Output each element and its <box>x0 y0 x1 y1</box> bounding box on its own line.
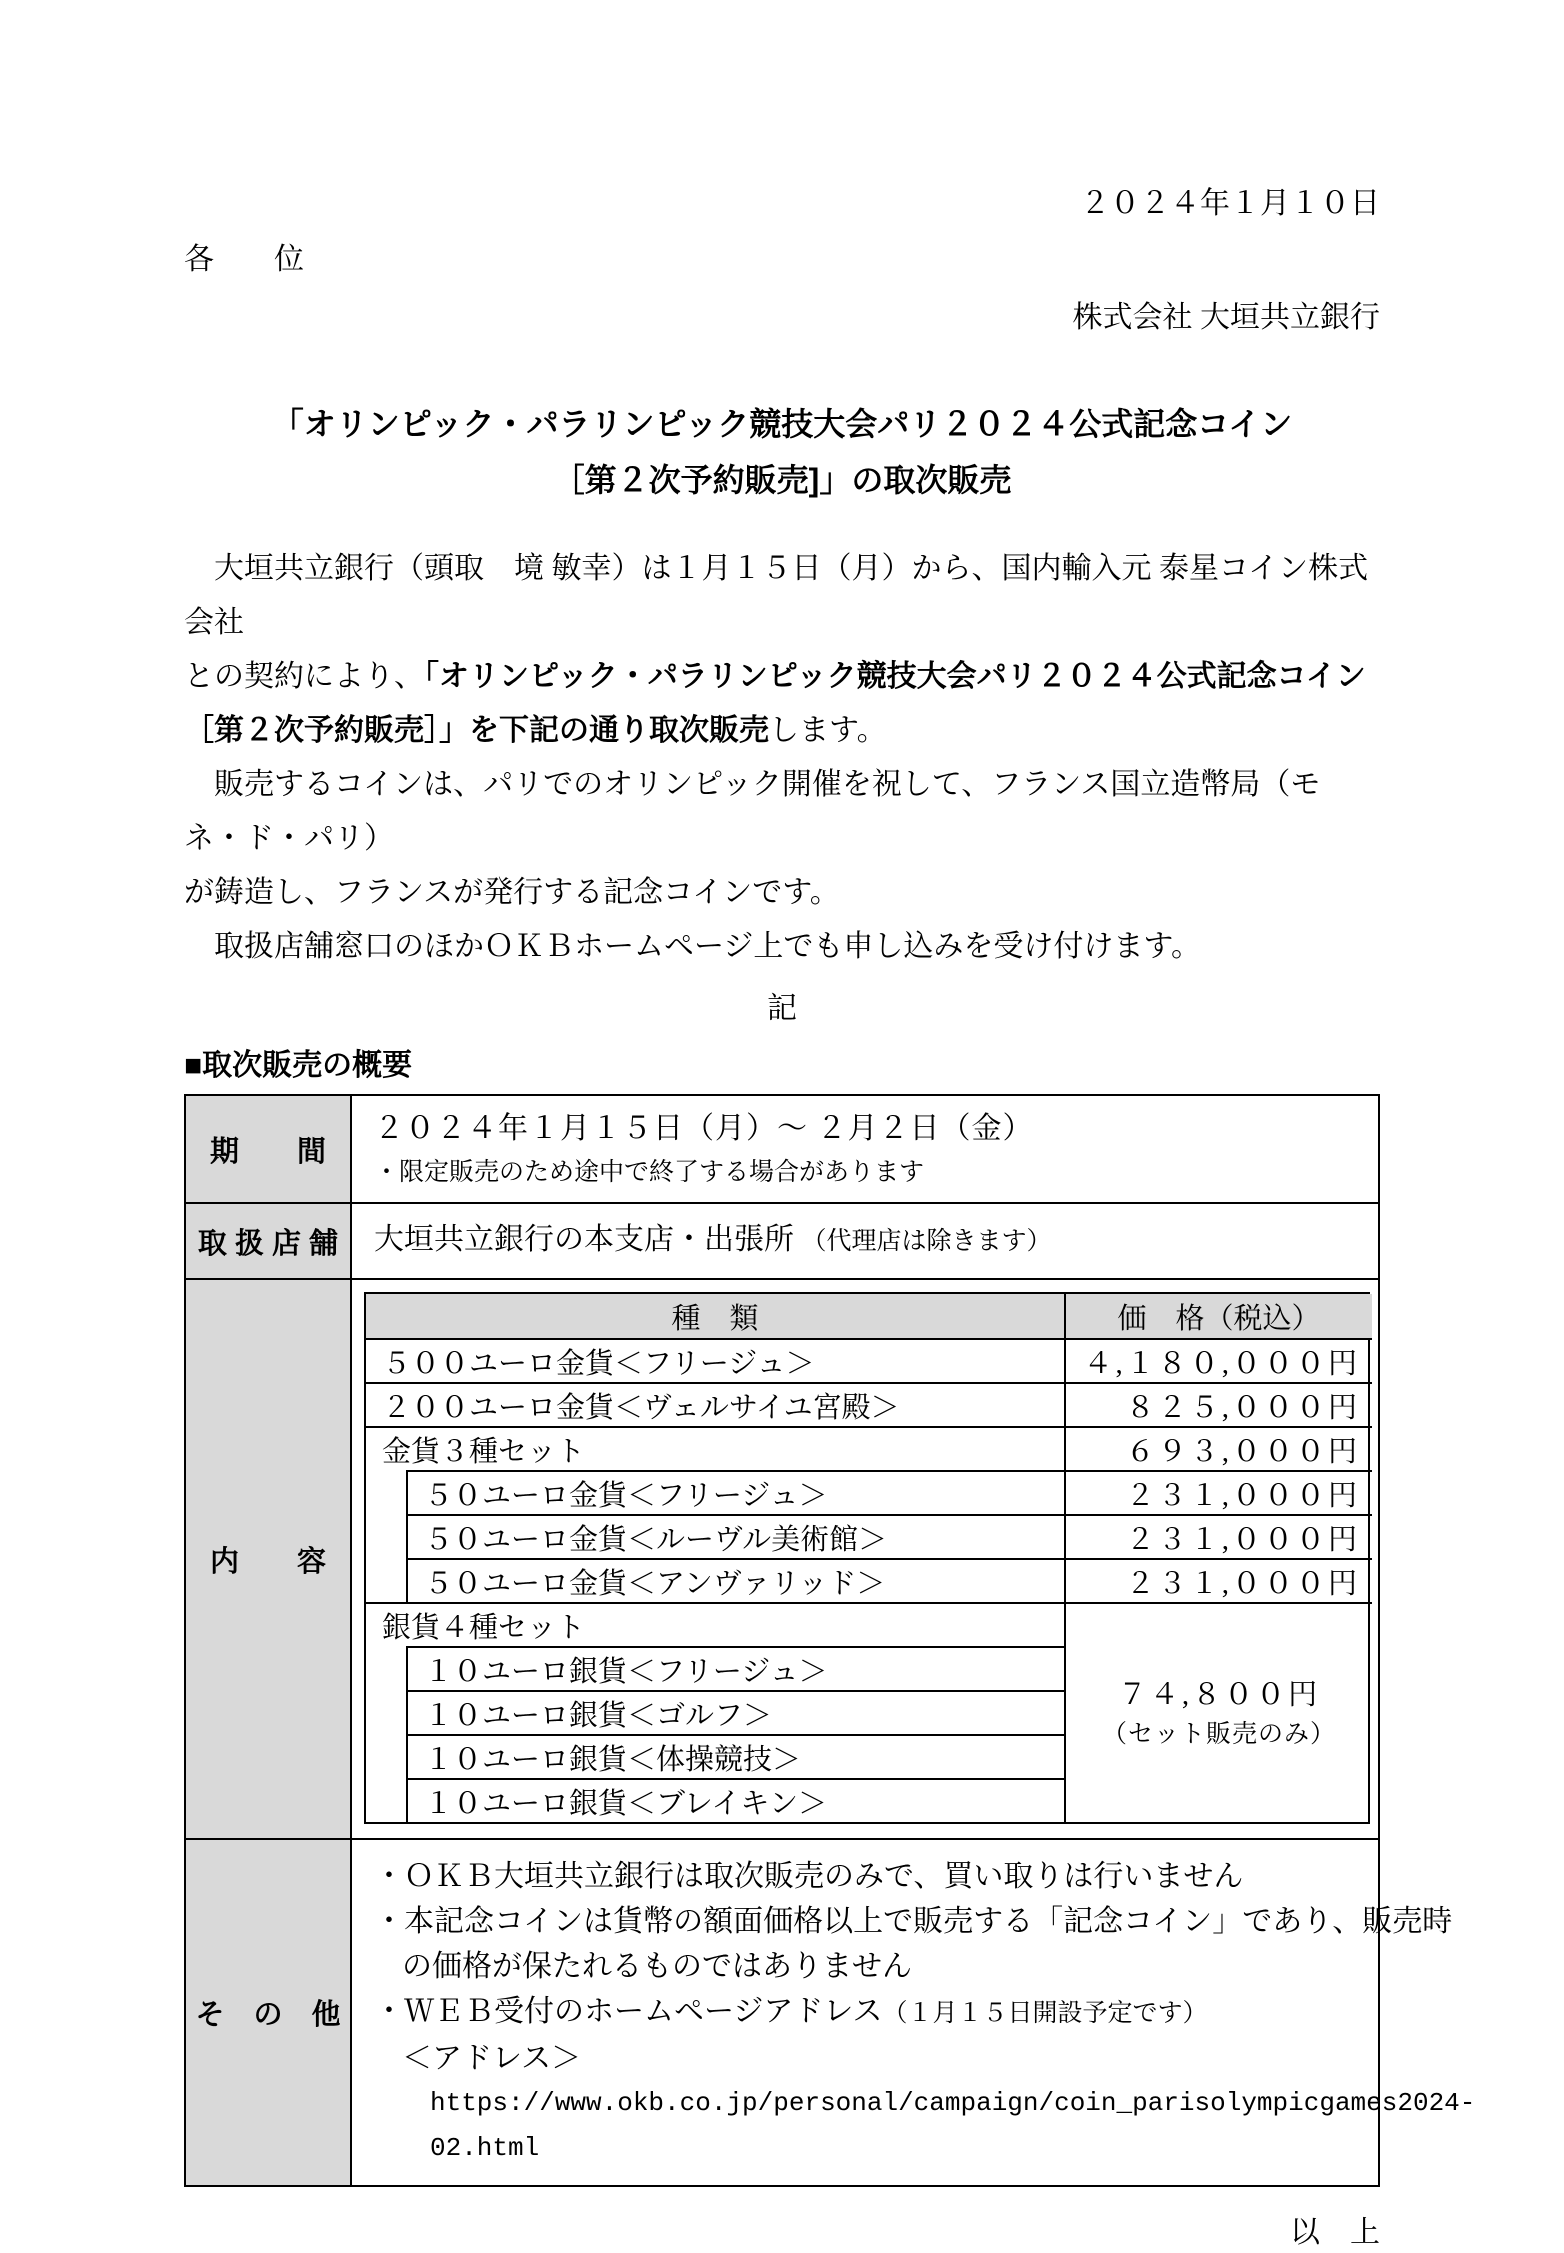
stores-value: 大垣共立銀行の本支店・出張所 <box>374 1223 802 1256</box>
coin-subrow-kind: １０ユーロ銀貨＜体操競技＞ <box>406 1734 1064 1778</box>
paragraph2-line2: が鋳造し、フランスが発行する記念コインです。 <box>184 876 840 909</box>
period-value-cell <box>350 1096 1380 1202</box>
paragraph1-line1: 大垣共立銀行（頭取 境 敏幸）は１月１５日（月）から、国内輸入元 泰星コイン株式会社 <box>184 552 1369 639</box>
overview-table <box>184 1094 1476 2187</box>
indent-strip <box>366 1646 406 1690</box>
campaign-url: https://www.okb.co.jp/personal/campaign/coin_parisolympicgames2024-02.html <box>430 2088 1476 2163</box>
indent-strip <box>366 1778 406 1822</box>
coin-subrow-kind: ５０ユーロ金貨＜アンヴァリッド＞ <box>406 1558 1064 1602</box>
period-note: ・限定販売のため途中で終了する場合があります <box>374 1159 925 1186</box>
period-label-cell: 期 間 <box>186 1096 350 1202</box>
coin-row-price: ６９３,０００円 <box>1064 1426 1372 1470</box>
coin-subrow-price: ２３１,０００円 <box>1064 1558 1372 1602</box>
coin-subrow-kind: １０ユーロ銀貨＜ゴルフ＞ <box>406 1690 1064 1734</box>
coin-subrow-price: ２３１,０００円 <box>1064 1514 1372 1558</box>
paragraph2-line1: 販売するコインは、パリでのオリンピック開催を祝して、フランス国立造幣局（モネ・ド・パリ） <box>184 768 1321 855</box>
paragraph1-line3-bold: ［第２次予約販売］」を下記の通り取次販売 <box>184 714 769 747</box>
coin-subrow-kind: ５０ユーロ金貨＜フリージュ＞ <box>406 1470 1064 1514</box>
coin-row-price: ８２５,０００円 <box>1064 1382 1372 1426</box>
body-paragraphs <box>184 542 1380 974</box>
document-title-line1: 「オリンピック・パラリンピック競技大会パリ２０２４公式記念コイン <box>271 406 1293 442</box>
coin-subrow-price: ２３１,０００円 <box>1064 1470 1372 1514</box>
salutation: 各 位 <box>184 243 304 276</box>
paragraph1-line3-normal: します。 <box>769 714 887 747</box>
coin-subrow-kind: ５０ユーロ金貨＜ルーヴル美術館＞ <box>406 1514 1064 1558</box>
paragraph1-line3 <box>184 704 1380 758</box>
closing-mark: 以 上 <box>1290 2216 1380 2249</box>
indent-strip <box>366 1734 406 1778</box>
coin-row-kind: ５００ユーロ金貨＜フリージュ＞ <box>366 1338 1064 1382</box>
indent-strip <box>366 1558 406 1602</box>
coin-subrow-kind: １０ユーロ銀貨＜フリージュ＞ <box>406 1646 1064 1690</box>
silver-set-note: （セット販売のみ） <box>1101 1721 1336 1748</box>
other-label-cell: そ の 他 <box>186 1838 350 2185</box>
stores-note: （代理店は除きます） <box>801 1228 1052 1255</box>
coin-row-kind: 銀貨４種セット <box>366 1602 1064 1646</box>
price-table <box>364 1292 1370 1824</box>
ki-mark: 記 <box>767 992 797 1025</box>
other-note-2: ・本記念コインは貨幣の額面価格以上で販売する「記念コイン」であり、販売時 <box>374 1905 1453 1938</box>
stores-label-cell: 取 扱 店 舗 <box>186 1202 350 1278</box>
coin-row-kind: ２００ユーロ金貨＜ヴェルサイユ宮殿＞ <box>366 1382 1064 1426</box>
indent-strip <box>366 1690 406 1734</box>
document-date: ２０２４年１月１０日 <box>1080 187 1380 220</box>
price-table-price-header: 価 格（税込） <box>1064 1294 1372 1338</box>
paragraph1-line2 <box>184 650 1380 704</box>
other-note-2-cont: の価格が保たれるものではありません <box>402 1950 912 1983</box>
document-title-line2: ［第２次予約販売]」の取次販売 <box>552 462 1012 498</box>
other-note-3-main: ・ＷＥＢ受付のホームページアドレス <box>374 1995 883 2028</box>
stores-value-cell <box>350 1202 1380 1278</box>
company-name: 株式会社 大垣共立銀行 <box>1072 301 1380 334</box>
content-label-cell: 内 容 <box>186 1278 350 1838</box>
period-value: ２０２４年１月１５日（月）～ ２月２日（金） <box>374 1112 1034 1145</box>
paragraph1-line2-bold: 「オリンピック・パラリンピック競技大会パリ２０２４公式記念コイン <box>424 660 1366 693</box>
coin-subrow-kind: １０ユーロ銀貨＜ブレイキン＞ <box>406 1778 1064 1822</box>
silver-set-price-cell <box>1064 1602 1372 1822</box>
section-heading: ■取次販売の概要 <box>184 1049 413 1082</box>
coin-row-kind: 金貨３種セット <box>366 1426 1064 1470</box>
silver-set-price: ７４,８００円 <box>1117 1679 1321 1711</box>
paragraph3: 取扱店舗窓口のほかＯＫＢホームページ上でも申し込みを受け付けます。 <box>184 930 1201 963</box>
other-note-3 <box>374 1989 1370 2036</box>
content-value-cell <box>350 1278 1380 1838</box>
coin-row-price: ４,１８０,０００円 <box>1064 1338 1372 1382</box>
document-title <box>184 396 1380 508</box>
address-label: ＜アドレス＞ <box>402 2042 582 2075</box>
indent-strip <box>366 1470 406 1514</box>
other-note-3-note: （１月１５日開設予定です） <box>882 2000 1208 2027</box>
paragraph1-line2-normal: との契約により、 <box>184 660 424 693</box>
indent-strip <box>366 1514 406 1558</box>
price-table-kind-header: 種 類 <box>366 1294 1064 1338</box>
other-notes-cell <box>350 1838 1476 2185</box>
other-note-1: ・ＯＫＢ大垣共立銀行は取次販売のみで、買い取りは行いません <box>374 1860 1244 1893</box>
